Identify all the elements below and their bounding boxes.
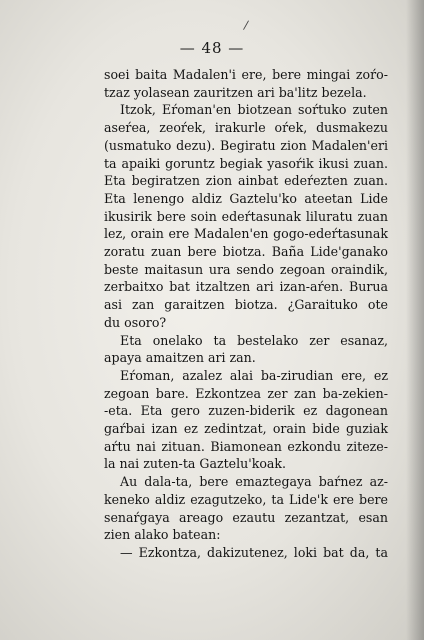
text-line: Eta begiratzen zion ainbat edeŕezten zuan.: [104, 173, 388, 189]
text-line: zegoan bare. Ezkontzea zer zan ba-zekien-: [104, 385, 388, 401]
text-line: (usmatuko dezu). Begiratu zion Madalen'eri: [104, 137, 388, 153]
text-line: senaŕgaya areago ezautu zezantzat, esan: [104, 509, 388, 525]
text-line: du osoro?: [104, 314, 167, 330]
text-line: keneko aldiz ezagutzeko, ta Lide'k ere bere: [104, 491, 388, 507]
page-number: — 48 —: [179, 39, 245, 57]
text-line: Eta lenengo aldiz Gaztelu'ko ateetan Lide: [104, 190, 388, 206]
pencil-mark: /: [242, 17, 250, 33]
text-line: -eta. Eta gero zuzen-biderik ez dagonean: [104, 403, 388, 419]
text-line: asi zan garaitzen biotza. ¿Garaituko ote: [104, 297, 388, 313]
page-edge-shadow: [406, 0, 424, 640]
text-line: Eŕoman, azalez alai ba-zirudian ere, ez: [120, 367, 388, 383]
text-line: Itzok, Eŕoman'en biotzean soŕtuko zuten: [120, 102, 388, 118]
text-line: la nai zuten-ta Gaztelu'koak.: [104, 456, 287, 472]
text-line: ikusirik bere soin edeŕtasunak liluratu zuan: [104, 208, 388, 224]
text-line: tzaz yolasean zauritzen ari ba'litz bezela.: [104, 84, 367, 100]
text-line: Eta onelako ta bestelako zer esanaz,: [120, 332, 388, 348]
text-line: Au dala-ta, bere emaztegaya baŕnez az-: [120, 474, 388, 490]
text-line: apaya amaitzen ari zan.: [104, 350, 256, 366]
text-line: zien alako batean:: [104, 527, 221, 543]
text-line: ta apaiki goruntz begiak yasoŕik ikusi zuan.: [104, 155, 388, 171]
text-line: aŕtu nai zituan. Biamonean ezkondu ziteze-: [104, 438, 388, 454]
text-line: gaŕbai izan ez zedintzat, orain bide guziak: [104, 421, 388, 437]
text-line: soei baita Madalen'i ere, bere mingai zoŕo-: [104, 67, 388, 82]
body-text: [104, 66, 388, 562]
text-line: zerbaitxo bat itzaltzen ari izan-aŕen. Burua: [104, 279, 388, 295]
text-line: aseŕea, zeoŕek, irakurle oŕek, dusmakezu: [104, 120, 388, 136]
text-line: zoratu zuan bere biotza. Baña Lide'ganako: [104, 244, 388, 260]
text-line: beste maitasun ura sendo zegoan oraindik,: [104, 261, 388, 277]
text-line: lez, orain ere Madalen'en gogo-edeŕtasunak: [104, 226, 388, 242]
text-line: — Ezkontza, dakizutenez, loki bat da, ta: [120, 544, 388, 560]
